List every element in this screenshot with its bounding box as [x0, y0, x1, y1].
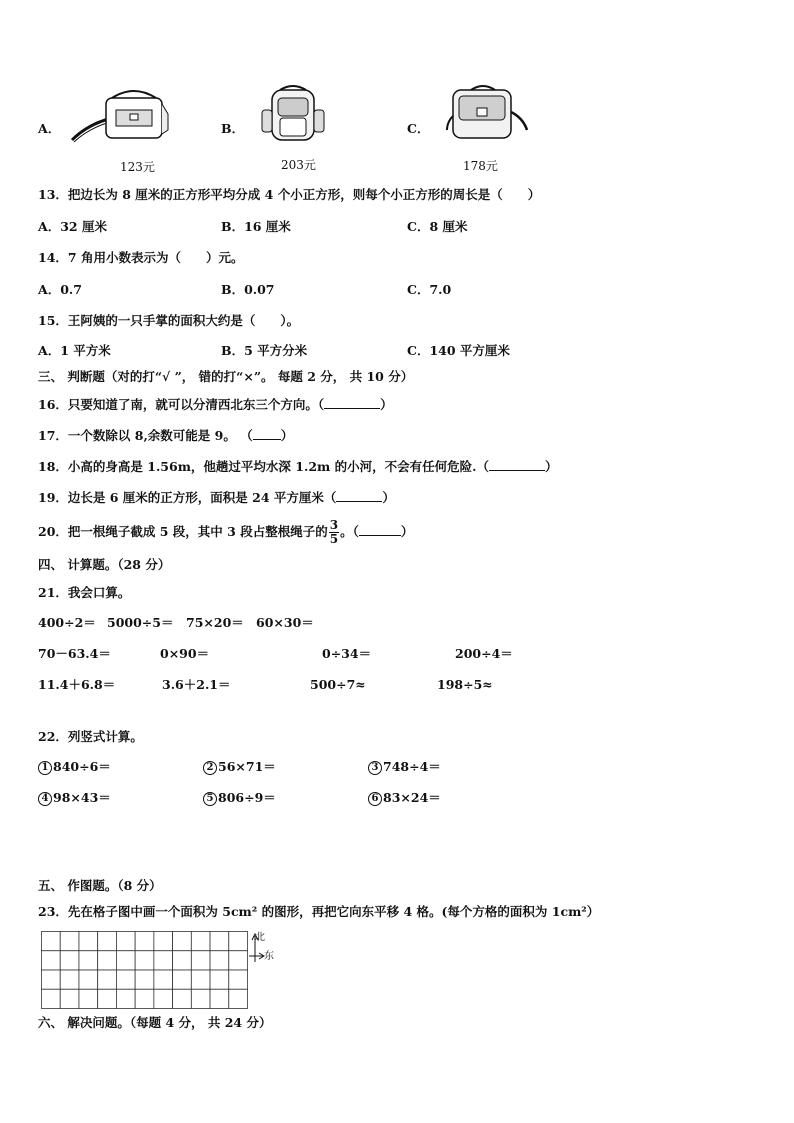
q15-option-a: A．1 平方米: [38, 343, 111, 358]
grid-cell[interactable]: [98, 932, 117, 951]
fraction-three-fifths: [329, 519, 339, 546]
grid-cell[interactable]: [229, 932, 248, 951]
q13-option-b: B．16 厘米: [221, 219, 291, 234]
grid-cell[interactable]: [210, 932, 229, 951]
question-17: [38, 427, 293, 444]
fraction-numerator: 3: [329, 518, 339, 532]
calc-expression: 840÷6＝: [53, 759, 111, 774]
option-a-price: 123元: [120, 160, 155, 174]
q17-stem: 17．一个数除以 8,余数可能是 9。 （: [38, 428, 253, 443]
mental-math-item: 200÷4＝: [455, 646, 513, 661]
q17-end: ）: [280, 428, 294, 443]
grid-cell[interactable]: [229, 989, 248, 1008]
mental-math-item: 5000÷5＝: [107, 615, 174, 630]
question-16: [38, 396, 393, 413]
q14-option-b: B．0.07: [221, 282, 275, 297]
mental-math-item: 0×90＝: [160, 646, 210, 661]
north-label: 北: [255, 932, 265, 943]
grid-cell[interactable]: [229, 970, 248, 989]
mental-math-item: 75×20＝: [186, 615, 244, 630]
grid-cell[interactable]: [60, 970, 79, 989]
question-23: 23．先在格子图中画一个面积为 5cm² 的图形，再把它向东平移 4 格。(每个方格的面积为 1cm²）: [38, 904, 600, 919]
number-circle: 2: [203, 761, 217, 775]
calc-expression: 806÷9＝: [218, 790, 276, 805]
number-circle: 1: [38, 761, 52, 775]
q19-stem: 19．边长是 6 厘米的正方形，面积是 24 平方厘米（: [38, 490, 337, 505]
grid-cell[interactable]: [98, 970, 117, 989]
question-18: [38, 458, 557, 475]
mental-math-item: 60×30＝: [256, 615, 314, 630]
question-19: [38, 489, 395, 506]
grid-cell[interactable]: [42, 951, 61, 970]
question-15: 15．王阿姨的一只手掌的面积大约是（ ）。: [38, 313, 300, 328]
grid-cell[interactable]: [173, 970, 192, 989]
q15-option-b: B．5 平方分米: [221, 343, 308, 358]
grid-cell[interactable]: [135, 989, 154, 1008]
grid-cell[interactable]: [154, 932, 173, 951]
section-3-heading: 三、 判断题（对的打“√ ”， 错的打“×”。 每题 2 分， 共 10 分）: [38, 369, 414, 384]
q13-option-c: C．8 厘米: [407, 219, 468, 234]
grid-cell[interactable]: [173, 932, 192, 951]
grid-cell[interactable]: [191, 932, 210, 951]
calc-expression: 83×24＝: [383, 790, 441, 805]
q20-answer-blank[interactable]: [359, 523, 401, 536]
grid-cell[interactable]: [116, 932, 135, 951]
square-grid[interactable]: [41, 931, 248, 1009]
grid-cell[interactable]: [79, 989, 98, 1008]
grid-cell[interactable]: [135, 970, 154, 989]
number-circle: 6: [368, 792, 382, 806]
grid-cell[interactable]: [60, 932, 79, 951]
grid-cell[interactable]: [173, 951, 192, 970]
grid-cell[interactable]: [60, 951, 79, 970]
question-13: 13．把边长为 8 厘米的正方形平均分成 4 个小正方形，则每个小正方形的周长是（ ）: [38, 187, 541, 202]
backpack-icon: [258, 84, 328, 146]
option-c-price: 178元: [463, 159, 498, 173]
q20-end: ）: [400, 524, 414, 539]
mental-math-item: 11.4＋6.8＝: [38, 677, 116, 692]
grid-cell[interactable]: [154, 989, 173, 1008]
option-b-letter: B．: [221, 121, 245, 136]
vertical-calc-item: [368, 759, 441, 775]
q16-answer-blank[interactable]: [324, 396, 380, 409]
option-a-letter: A．: [38, 121, 61, 136]
section-6-heading: 六、 解决问题。（每题 4 分， 共 24 分）: [38, 1015, 272, 1030]
grid-cell[interactable]: [154, 970, 173, 989]
question-20: [38, 519, 413, 546]
grid-cell[interactable]: [191, 951, 210, 970]
q18-stem: 18．小高的身高是 1.56m，他趟过平均水深 1.2m 的小河，不会有任何危险.（: [38, 459, 489, 474]
q19-end: ）: [382, 490, 395, 505]
question-14: 14．7 角用小数表示为（ ）元。: [38, 250, 244, 265]
grid-cell[interactable]: [154, 951, 173, 970]
mental-math-item: 198÷5≈: [437, 677, 493, 692]
mental-math-item: 3.6＋2.1＝: [162, 677, 231, 692]
grid-cell[interactable]: [116, 989, 135, 1008]
fraction-denominator: 5: [329, 532, 339, 546]
grid-cell[interactable]: [42, 989, 61, 1008]
mental-math-item: 70－63.4＝: [38, 646, 111, 661]
q20-stem-end: 。（: [340, 524, 359, 539]
section-5-heading: 五、 作图题。（8 分）: [38, 878, 162, 893]
grid-cell[interactable]: [98, 989, 117, 1008]
vertical-calc-item: [368, 790, 441, 806]
q14-option-a: A．0.7: [38, 282, 82, 297]
section-4-heading: 四、 计算题。（28 分）: [38, 557, 171, 572]
grid-cell[interactable]: [135, 951, 154, 970]
number-circle: 5: [203, 792, 217, 806]
mental-math-item: 400÷2＝: [38, 615, 96, 630]
grid-cell[interactable]: [42, 932, 61, 951]
calc-expression: 56×71＝: [218, 759, 276, 774]
number-circle: 3: [368, 761, 382, 775]
satchel-icon: [443, 82, 531, 144]
grid-cell[interactable]: [191, 970, 210, 989]
shoulder-bag-icon: [68, 84, 172, 150]
q20-stem: 20．把一根绳子截成 5 段，其中 3 段占整根绳子的: [38, 524, 328, 539]
q14-option-c: C．7.0: [407, 282, 452, 297]
grid-cell[interactable]: [116, 970, 135, 989]
grid-cell[interactable]: [210, 951, 229, 970]
calc-expression: 98×43＝: [53, 790, 111, 805]
east-label: 东: [264, 951, 274, 962]
option-b-price: 203元: [281, 158, 316, 172]
option-c-letter: C．: [407, 121, 430, 136]
grid-cell[interactable]: [42, 970, 61, 989]
vertical-calc-item: [38, 790, 111, 806]
q16-end: ）: [380, 397, 393, 412]
q18-answer-blank[interactable]: [489, 458, 545, 471]
grid-cell[interactable]: [79, 970, 98, 989]
grid-cell[interactable]: [79, 951, 98, 970]
number-circle: 4: [38, 792, 52, 806]
vertical-calc-item: [203, 759, 276, 775]
q18-end: ）: [544, 459, 558, 474]
grid-cell[interactable]: [98, 951, 117, 970]
grid-cell[interactable]: [135, 932, 154, 951]
q19-answer-blank[interactable]: [336, 489, 382, 502]
mental-math-item: 500÷7≈: [310, 677, 366, 692]
grid-cell[interactable]: [229, 951, 248, 970]
q13-option-a: A．32 厘米: [38, 219, 107, 234]
q16-stem: 16．只要知道了南，就可以分清西北东三个方向。（: [38, 397, 325, 412]
grid-cell[interactable]: [191, 989, 210, 1008]
question-22: 22．列竖式计算。: [38, 729, 143, 744]
q17-answer-blank[interactable]: [253, 427, 281, 440]
grid-cell[interactable]: [210, 989, 229, 1008]
mental-math-item: 0÷34＝: [322, 646, 372, 661]
calc-expression: 748÷4＝: [383, 759, 441, 774]
grid-cell[interactable]: [60, 989, 79, 1008]
grid-cell[interactable]: [79, 932, 98, 951]
grid-cell[interactable]: [210, 970, 229, 989]
vertical-calc-item: [38, 759, 111, 775]
grid-cell[interactable]: [116, 951, 135, 970]
grid-cell[interactable]: [173, 989, 192, 1008]
q15-option-c: C．140 平方厘米: [407, 343, 510, 358]
vertical-calc-item: [203, 790, 276, 806]
question-21: 21．我会口算。: [38, 585, 131, 600]
